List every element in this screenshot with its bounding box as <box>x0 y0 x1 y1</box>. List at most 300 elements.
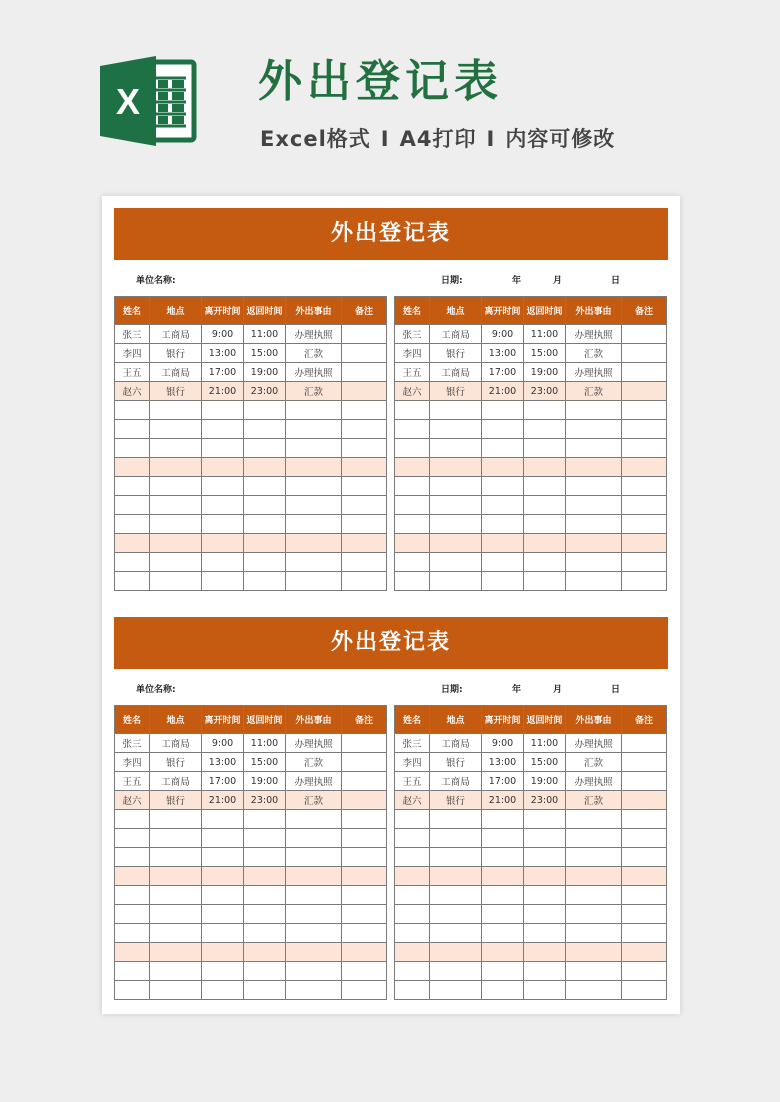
cell-reason[interactable] <box>566 515 622 534</box>
cell-reason[interactable]: 汇款 <box>566 791 622 810</box>
cell-remark[interactable] <box>622 496 667 515</box>
cell-name[interactable]: 王五 <box>395 772 430 791</box>
cell-remark[interactable] <box>342 363 387 382</box>
cell-location[interactable]: 工商局 <box>430 734 482 753</box>
cell-return-time[interactable]: 19:00 <box>244 363 286 382</box>
cell-location[interactable] <box>430 496 482 515</box>
cell-remark[interactable] <box>342 553 387 572</box>
cell-name[interactable] <box>115 553 150 572</box>
cell-name[interactable] <box>115 496 150 515</box>
cell-name[interactable] <box>115 439 150 458</box>
cell-remark[interactable] <box>342 829 387 848</box>
cell-return-time[interactable]: 23:00 <box>244 382 286 401</box>
cell-location[interactable] <box>150 943 202 962</box>
cell-remark[interactable] <box>342 458 387 477</box>
cell-name[interactable] <box>395 886 430 905</box>
cell-remark[interactable] <box>342 791 387 810</box>
cell-location[interactable] <box>430 439 482 458</box>
cell-return-time[interactable] <box>244 981 286 1000</box>
cell-location[interactable] <box>150 401 202 420</box>
cell-location[interactable] <box>150 848 202 867</box>
cell-return-time[interactable] <box>524 962 566 981</box>
cell-reason[interactable] <box>286 829 342 848</box>
cell-return-time[interactable] <box>524 981 566 1000</box>
cell-leave-time[interactable]: 21:00 <box>202 791 244 810</box>
cell-return-time[interactable]: 15:00 <box>244 753 286 772</box>
cell-name[interactable] <box>395 572 430 591</box>
cell-location[interactable] <box>150 981 202 1000</box>
cell-remark[interactable] <box>342 325 387 344</box>
cell-reason[interactable]: 办理执照 <box>286 772 342 791</box>
cell-return-time[interactable] <box>524 867 566 886</box>
cell-remark[interactable] <box>342 439 387 458</box>
cell-remark[interactable] <box>622 905 667 924</box>
cell-leave-time[interactable]: 17:00 <box>202 363 244 382</box>
cell-leave-time[interactable] <box>482 439 524 458</box>
cell-remark[interactable] <box>622 401 667 420</box>
cell-return-time[interactable] <box>524 534 566 553</box>
cell-location[interactable] <box>430 867 482 886</box>
cell-name[interactable] <box>115 534 150 553</box>
cell-name[interactable] <box>395 943 430 962</box>
cell-reason[interactable] <box>286 401 342 420</box>
cell-return-time[interactable] <box>244 867 286 886</box>
cell-remark[interactable] <box>342 867 387 886</box>
cell-reason[interactable] <box>566 810 622 829</box>
cell-name[interactable] <box>115 981 150 1000</box>
cell-return-time[interactable] <box>524 848 566 867</box>
cell-reason[interactable]: 办理执照 <box>566 772 622 791</box>
cell-location[interactable] <box>150 886 202 905</box>
cell-reason[interactable] <box>286 905 342 924</box>
cell-leave-time[interactable] <box>482 572 524 591</box>
cell-reason[interactable]: 汇款 <box>566 344 622 363</box>
cell-remark[interactable] <box>622 553 667 572</box>
cell-leave-time[interactable] <box>482 905 524 924</box>
cell-leave-time[interactable] <box>482 515 524 534</box>
cell-reason[interactable]: 汇款 <box>566 382 622 401</box>
cell-reason[interactable] <box>566 867 622 886</box>
cell-leave-time[interactable] <box>202 829 244 848</box>
cell-return-time[interactable] <box>244 572 286 591</box>
cell-remark[interactable] <box>622 382 667 401</box>
cell-leave-time[interactable] <box>482 962 524 981</box>
cell-remark[interactable] <box>342 344 387 363</box>
cell-remark[interactable] <box>622 363 667 382</box>
cell-name[interactable] <box>395 962 430 981</box>
cell-reason[interactable] <box>286 439 342 458</box>
cell-leave-time[interactable] <box>202 962 244 981</box>
cell-name[interactable]: 李四 <box>395 344 430 363</box>
cell-remark[interactable] <box>622 791 667 810</box>
cell-leave-time[interactable] <box>202 943 244 962</box>
cell-leave-time[interactable]: 9:00 <box>482 325 524 344</box>
cell-name[interactable] <box>395 458 430 477</box>
cell-leave-time[interactable] <box>202 439 244 458</box>
cell-location[interactable]: 银行 <box>150 791 202 810</box>
cell-reason[interactable]: 办理执照 <box>566 363 622 382</box>
cell-leave-time[interactable] <box>202 848 244 867</box>
cell-remark[interactable] <box>342 772 387 791</box>
cell-remark[interactable] <box>622 924 667 943</box>
cell-leave-time[interactable]: 13:00 <box>482 753 524 772</box>
cell-name[interactable] <box>395 829 430 848</box>
cell-remark[interactable] <box>342 924 387 943</box>
cell-reason[interactable] <box>286 848 342 867</box>
cell-name[interactable]: 赵六 <box>395 382 430 401</box>
cell-remark[interactable] <box>622 829 667 848</box>
cell-remark[interactable] <box>622 458 667 477</box>
cell-name[interactable] <box>395 905 430 924</box>
cell-leave-time[interactable]: 13:00 <box>202 753 244 772</box>
cell-remark[interactable] <box>622 572 667 591</box>
cell-leave-time[interactable] <box>482 496 524 515</box>
cell-leave-time[interactable]: 21:00 <box>482 791 524 810</box>
cell-remark[interactable] <box>342 943 387 962</box>
cell-reason[interactable] <box>286 981 342 1000</box>
cell-name[interactable]: 张三 <box>395 325 430 344</box>
cell-remark[interactable] <box>622 515 667 534</box>
cell-remark[interactable] <box>622 981 667 1000</box>
cell-return-time[interactable]: 19:00 <box>244 772 286 791</box>
cell-remark[interactable] <box>622 848 667 867</box>
cell-name[interactable] <box>115 477 150 496</box>
cell-return-time[interactable] <box>524 943 566 962</box>
cell-leave-time[interactable] <box>482 981 524 1000</box>
cell-name[interactable]: 张三 <box>115 734 150 753</box>
cell-name[interactable] <box>115 515 150 534</box>
cell-reason[interactable] <box>566 553 622 572</box>
cell-name[interactable]: 赵六 <box>395 791 430 810</box>
cell-location[interactable] <box>430 401 482 420</box>
cell-name[interactable] <box>395 439 430 458</box>
cell-leave-time[interactable] <box>482 420 524 439</box>
cell-reason[interactable]: 汇款 <box>286 382 342 401</box>
cell-reason[interactable] <box>286 553 342 572</box>
cell-remark[interactable] <box>342 810 387 829</box>
cell-location[interactable]: 银行 <box>430 382 482 401</box>
cell-leave-time[interactable]: 13:00 <box>482 344 524 363</box>
cell-leave-time[interactable] <box>482 477 524 496</box>
cell-reason[interactable]: 办理执照 <box>286 363 342 382</box>
cell-name[interactable] <box>115 572 150 591</box>
cell-remark[interactable] <box>342 886 387 905</box>
cell-remark[interactable] <box>342 962 387 981</box>
cell-remark[interactable] <box>342 401 387 420</box>
cell-leave-time[interactable] <box>482 534 524 553</box>
cell-location[interactable] <box>430 981 482 1000</box>
cell-name[interactable] <box>115 905 150 924</box>
cell-reason[interactable] <box>566 962 622 981</box>
cell-remark[interactable] <box>342 477 387 496</box>
cell-name[interactable]: 王五 <box>395 363 430 382</box>
cell-leave-time[interactable] <box>202 905 244 924</box>
cell-leave-time[interactable] <box>202 553 244 572</box>
cell-location[interactable] <box>430 886 482 905</box>
cell-return-time[interactable] <box>244 515 286 534</box>
cell-leave-time[interactable] <box>202 981 244 1000</box>
cell-leave-time[interactable]: 17:00 <box>482 363 524 382</box>
cell-leave-time[interactable] <box>482 829 524 848</box>
cell-leave-time[interactable]: 17:00 <box>482 772 524 791</box>
cell-location[interactable]: 工商局 <box>430 772 482 791</box>
cell-name[interactable]: 王五 <box>115 772 150 791</box>
cell-location[interactable] <box>430 515 482 534</box>
cell-remark[interactable] <box>342 534 387 553</box>
cell-location[interactable] <box>430 534 482 553</box>
cell-name[interactable]: 赵六 <box>115 382 150 401</box>
cell-remark[interactable] <box>342 420 387 439</box>
cell-remark[interactable] <box>622 772 667 791</box>
cell-return-time[interactable]: 15:00 <box>524 753 566 772</box>
cell-reason[interactable] <box>566 439 622 458</box>
cell-name[interactable] <box>115 829 150 848</box>
cell-leave-time[interactable] <box>482 553 524 572</box>
cell-name[interactable]: 李四 <box>115 344 150 363</box>
cell-return-time[interactable] <box>244 401 286 420</box>
cell-leave-time[interactable]: 21:00 <box>202 382 244 401</box>
cell-leave-time[interactable]: 17:00 <box>202 772 244 791</box>
cell-location[interactable]: 银行 <box>430 791 482 810</box>
cell-location[interactable] <box>430 829 482 848</box>
cell-return-time[interactable]: 15:00 <box>524 344 566 363</box>
cell-location[interactable] <box>150 477 202 496</box>
cell-return-time[interactable] <box>524 829 566 848</box>
cell-location[interactable] <box>430 905 482 924</box>
cell-return-time[interactable] <box>524 886 566 905</box>
cell-remark[interactable] <box>622 534 667 553</box>
cell-return-time[interactable]: 23:00 <box>524 382 566 401</box>
cell-leave-time[interactable] <box>482 810 524 829</box>
cell-return-time[interactable] <box>244 829 286 848</box>
cell-location[interactable] <box>150 924 202 943</box>
cell-name[interactable]: 李四 <box>115 753 150 772</box>
cell-location[interactable] <box>150 867 202 886</box>
cell-name[interactable] <box>395 924 430 943</box>
cell-reason[interactable] <box>566 848 622 867</box>
cell-reason[interactable]: 汇款 <box>286 791 342 810</box>
cell-name[interactable] <box>115 848 150 867</box>
cell-leave-time[interactable]: 13:00 <box>202 344 244 363</box>
cell-return-time[interactable]: 11:00 <box>524 325 566 344</box>
cell-return-time[interactable] <box>244 886 286 905</box>
cell-location[interactable] <box>430 458 482 477</box>
cell-reason[interactable] <box>566 477 622 496</box>
cell-name[interactable] <box>395 810 430 829</box>
cell-remark[interactable] <box>622 886 667 905</box>
cell-remark[interactable] <box>342 981 387 1000</box>
cell-location[interactable]: 工商局 <box>430 363 482 382</box>
cell-return-time[interactable]: 19:00 <box>524 772 566 791</box>
cell-return-time[interactable]: 23:00 <box>524 791 566 810</box>
cell-location[interactable] <box>150 829 202 848</box>
cell-return-time[interactable]: 11:00 <box>244 734 286 753</box>
cell-return-time[interactable] <box>524 439 566 458</box>
cell-reason[interactable] <box>286 458 342 477</box>
cell-leave-time[interactable] <box>202 534 244 553</box>
cell-return-time[interactable] <box>524 458 566 477</box>
cell-reason[interactable] <box>566 981 622 1000</box>
cell-location[interactable] <box>150 962 202 981</box>
cell-remark[interactable] <box>342 572 387 591</box>
cell-name[interactable] <box>395 534 430 553</box>
cell-reason[interactable] <box>286 943 342 962</box>
cell-return-time[interactable] <box>524 477 566 496</box>
cell-name[interactable]: 赵六 <box>115 791 150 810</box>
cell-return-time[interactable] <box>244 534 286 553</box>
cell-location[interactable] <box>150 810 202 829</box>
cell-remark[interactable] <box>622 344 667 363</box>
cell-return-time[interactable] <box>244 848 286 867</box>
cell-reason[interactable]: 办理执照 <box>286 734 342 753</box>
cell-reason[interactable] <box>286 572 342 591</box>
cell-name[interactable] <box>115 458 150 477</box>
cell-location[interactable]: 银行 <box>150 382 202 401</box>
cell-return-time[interactable] <box>244 420 286 439</box>
cell-leave-time[interactable]: 9:00 <box>482 734 524 753</box>
cell-return-time[interactable] <box>524 924 566 943</box>
cell-name[interactable] <box>395 401 430 420</box>
cell-location[interactable] <box>430 962 482 981</box>
cell-name[interactable] <box>115 886 150 905</box>
cell-location[interactable] <box>150 515 202 534</box>
cell-return-time[interactable] <box>244 810 286 829</box>
cell-location[interactable] <box>150 572 202 591</box>
cell-return-time[interactable] <box>524 420 566 439</box>
cell-leave-time[interactable] <box>202 867 244 886</box>
cell-reason[interactable] <box>566 886 622 905</box>
cell-leave-time[interactable] <box>202 401 244 420</box>
cell-leave-time[interactable]: 9:00 <box>202 325 244 344</box>
cell-remark[interactable] <box>342 734 387 753</box>
cell-remark[interactable] <box>622 962 667 981</box>
cell-reason[interactable] <box>286 886 342 905</box>
cell-name[interactable] <box>395 553 430 572</box>
cell-name[interactable] <box>115 401 150 420</box>
cell-location[interactable] <box>150 420 202 439</box>
cell-leave-time[interactable] <box>482 867 524 886</box>
cell-return-time[interactable] <box>524 515 566 534</box>
cell-name[interactable]: 张三 <box>395 734 430 753</box>
cell-remark[interactable] <box>342 515 387 534</box>
cell-name[interactable] <box>395 515 430 534</box>
cell-name[interactable] <box>395 867 430 886</box>
cell-reason[interactable] <box>566 943 622 962</box>
cell-leave-time[interactable] <box>202 496 244 515</box>
cell-location[interactable] <box>150 905 202 924</box>
cell-return-time[interactable] <box>524 905 566 924</box>
cell-leave-time[interactable]: 9:00 <box>202 734 244 753</box>
cell-remark[interactable] <box>622 477 667 496</box>
cell-return-time[interactable] <box>524 810 566 829</box>
cell-reason[interactable] <box>286 810 342 829</box>
cell-leave-time[interactable] <box>202 924 244 943</box>
cell-location[interactable] <box>150 553 202 572</box>
cell-reason[interactable] <box>286 534 342 553</box>
cell-leave-time[interactable]: 21:00 <box>482 382 524 401</box>
cell-remark[interactable] <box>622 734 667 753</box>
cell-reason[interactable] <box>286 867 342 886</box>
cell-reason[interactable]: 汇款 <box>286 344 342 363</box>
cell-reason[interactable] <box>566 420 622 439</box>
cell-reason[interactable] <box>286 420 342 439</box>
cell-reason[interactable]: 办理执照 <box>566 325 622 344</box>
cell-return-time[interactable] <box>524 401 566 420</box>
cell-return-time[interactable]: 15:00 <box>244 344 286 363</box>
cell-return-time[interactable]: 11:00 <box>244 325 286 344</box>
cell-reason[interactable] <box>566 458 622 477</box>
cell-remark[interactable] <box>622 943 667 962</box>
cell-leave-time[interactable] <box>202 515 244 534</box>
cell-reason[interactable]: 汇款 <box>566 753 622 772</box>
cell-location[interactable] <box>430 924 482 943</box>
cell-remark[interactable] <box>342 382 387 401</box>
cell-name[interactable]: 张三 <box>115 325 150 344</box>
cell-location[interactable]: 银行 <box>150 753 202 772</box>
cell-return-time[interactable] <box>524 496 566 515</box>
cell-location[interactable]: 工商局 <box>150 363 202 382</box>
cell-location[interactable] <box>430 477 482 496</box>
cell-return-time[interactable] <box>244 924 286 943</box>
cell-location[interactable]: 工商局 <box>430 325 482 344</box>
cell-name[interactable] <box>115 924 150 943</box>
cell-name[interactable]: 王五 <box>115 363 150 382</box>
cell-location[interactable] <box>430 810 482 829</box>
cell-reason[interactable] <box>286 924 342 943</box>
cell-name[interactable] <box>115 943 150 962</box>
cell-remark[interactable] <box>342 848 387 867</box>
cell-location[interactable] <box>430 420 482 439</box>
cell-reason[interactable] <box>566 905 622 924</box>
cell-remark[interactable] <box>342 753 387 772</box>
cell-leave-time[interactable] <box>202 810 244 829</box>
cell-return-time[interactable] <box>524 553 566 572</box>
cell-name[interactable] <box>115 867 150 886</box>
cell-leave-time[interactable] <box>482 924 524 943</box>
cell-name[interactable]: 李四 <box>395 753 430 772</box>
cell-leave-time[interactable] <box>202 572 244 591</box>
cell-return-time[interactable] <box>244 905 286 924</box>
cell-location[interactable]: 银行 <box>150 344 202 363</box>
cell-name[interactable] <box>115 962 150 981</box>
cell-reason[interactable] <box>286 515 342 534</box>
cell-name[interactable] <box>395 981 430 1000</box>
cell-leave-time[interactable] <box>482 848 524 867</box>
cell-return-time[interactable] <box>244 439 286 458</box>
cell-reason[interactable] <box>566 401 622 420</box>
cell-return-time[interactable]: 11:00 <box>524 734 566 753</box>
cell-remark[interactable] <box>622 810 667 829</box>
cell-reason[interactable] <box>566 924 622 943</box>
cell-leave-time[interactable] <box>202 420 244 439</box>
cell-remark[interactable] <box>622 867 667 886</box>
cell-leave-time[interactable] <box>482 458 524 477</box>
cell-return-time[interactable]: 23:00 <box>244 791 286 810</box>
cell-reason[interactable]: 办理执照 <box>286 325 342 344</box>
cell-location[interactable]: 工商局 <box>150 772 202 791</box>
cell-leave-time[interactable] <box>202 458 244 477</box>
cell-return-time[interactable] <box>244 458 286 477</box>
cell-leave-time[interactable] <box>482 886 524 905</box>
cell-reason[interactable] <box>286 962 342 981</box>
cell-name[interactable] <box>395 848 430 867</box>
cell-location[interactable] <box>150 496 202 515</box>
cell-reason[interactable]: 汇款 <box>286 753 342 772</box>
cell-location[interactable]: 银行 <box>430 753 482 772</box>
cell-location[interactable]: 工商局 <box>150 734 202 753</box>
cell-reason[interactable]: 办理执照 <box>566 734 622 753</box>
cell-location[interactable]: 银行 <box>430 344 482 363</box>
